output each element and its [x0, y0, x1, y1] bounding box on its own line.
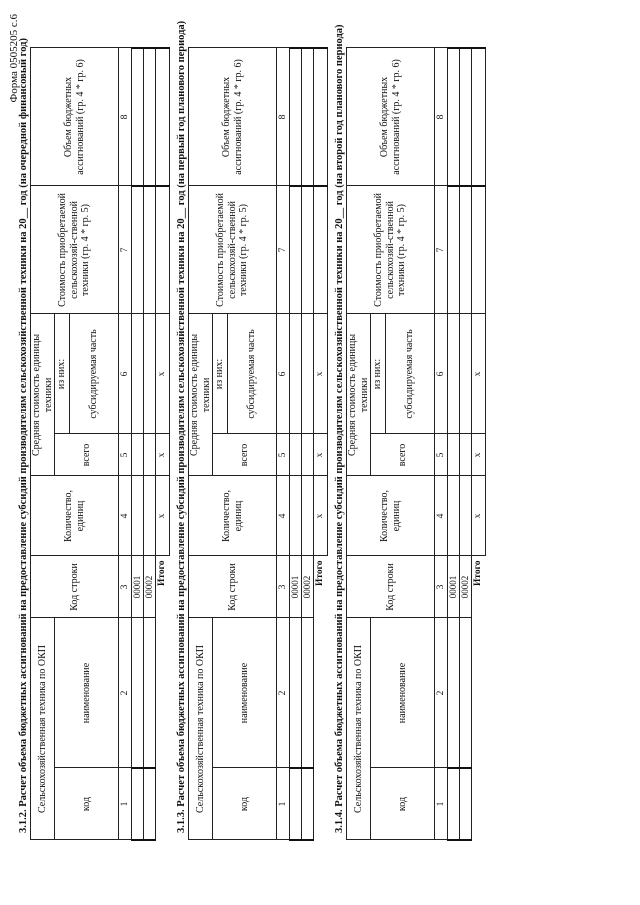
cell-sub[interactable]	[448, 314, 460, 434]
volume-header: Объем бюджетных ассигнований (гр. 4 * гр. 6)	[31, 48, 119, 186]
total-sub: x	[156, 314, 170, 434]
column-number: 8	[435, 48, 448, 186]
avg-cost-total-header: всего	[55, 434, 119, 476]
total-qty: x	[156, 476, 170, 556]
section-title: 3.1.2. Расчет объема бюджетных ассигнований на предоставление субсидий производителям сельскохозяйственной техники на 20__ год (на очередной финансовый год)	[18, 38, 29, 833]
cost-header: Стоимость приобретаемой сельскохозяй-ственной техники (гр. 4 * гр. 5)	[347, 186, 435, 314]
column-number: 7	[277, 186, 290, 314]
subsidized-part-header: субсидируемая часть	[70, 314, 119, 434]
cell-qty[interactable]	[302, 476, 314, 556]
total-label: Итого	[473, 560, 484, 586]
cell-cost[interactable]	[132, 186, 144, 314]
column-number: 7	[119, 186, 132, 314]
total-label: Итого	[315, 560, 326, 586]
okp-group-header: Сельскохозяйственная техника по ОКП	[189, 618, 213, 840]
cost-header: Стоимость приобретаемой сельскохозяй-ственной техники (гр. 4 * гр. 5)	[31, 186, 119, 314]
column-number: 7	[435, 186, 448, 314]
calculation-table	[188, 47, 328, 841]
column-number: 5	[119, 434, 132, 476]
column-number: 5	[277, 434, 290, 476]
cell-row_code: 00002	[460, 556, 472, 618]
column-number: 4	[277, 476, 290, 556]
volume-header: Объем бюджетных ассигнований (гр. 4 * гр. 6)	[189, 48, 277, 186]
column-number: 1	[435, 768, 448, 840]
cell-vol[interactable]	[290, 48, 302, 186]
cell-qty[interactable]	[132, 476, 144, 556]
section-title: 3.1.4. Расчет объема бюджетных ассигнований на предоставление субсидий производителям сельскохозяйственной техники на 20__ год (на второй год планового периода)	[334, 24, 345, 833]
cell-cost[interactable]	[302, 186, 314, 314]
column-number: 1	[119, 768, 132, 840]
cell-total[interactable]	[460, 434, 472, 476]
name-header: наименование	[371, 618, 435, 768]
total-qty: x	[314, 476, 328, 556]
cell-vol[interactable]	[448, 48, 460, 186]
calculation-table	[30, 47, 170, 841]
cell-qty[interactable]	[460, 476, 472, 556]
cell-code[interactable]	[290, 768, 302, 840]
table-row	[290, 48, 302, 840]
table-row	[144, 48, 156, 840]
code-header: код	[55, 768, 119, 840]
column-number: 3	[277, 556, 290, 618]
total-row	[472, 48, 486, 840]
cell-row_code: 00002	[302, 556, 314, 618]
cell-total[interactable]	[448, 434, 460, 476]
cell-total[interactable]	[132, 434, 144, 476]
calculation-table	[346, 47, 486, 841]
cell-cost[interactable]	[460, 186, 472, 314]
row-code-header: Код строки	[189, 556, 277, 618]
okp-group-header: Сельскохозяйственная техника по ОКП	[347, 618, 371, 840]
column-number: 4	[119, 476, 132, 556]
column-number: 1	[277, 768, 290, 840]
total-sub: x	[314, 314, 328, 434]
row-code-header: Код строки	[347, 556, 435, 618]
column-number: 2	[277, 618, 290, 768]
cell-name[interactable]	[460, 618, 472, 768]
table-row	[302, 48, 314, 840]
cell-row_code: 00002	[144, 556, 156, 618]
table-row	[448, 48, 460, 840]
column-number: 6	[435, 314, 448, 434]
name-header: наименование	[213, 618, 277, 768]
total-cost[interactable]	[314, 186, 328, 314]
column-number: 4	[435, 476, 448, 556]
cell-code[interactable]	[144, 768, 156, 840]
total-row	[314, 48, 328, 840]
volume-header: Объем бюджетных ассигнований (гр. 4 * гр. 6)	[347, 48, 435, 186]
cell-row_code: 00001	[448, 556, 460, 618]
cell-code[interactable]	[302, 768, 314, 840]
of-them-header: из них:	[371, 314, 386, 434]
total-avg: x	[314, 434, 328, 476]
cell-vol[interactable]	[302, 48, 314, 186]
cell-cost[interactable]	[448, 186, 460, 314]
column-number: 6	[277, 314, 290, 434]
total-volume[interactable]	[472, 48, 486, 186]
cell-code[interactable]	[460, 768, 472, 840]
cell-cost[interactable]	[144, 186, 156, 314]
cell-code[interactable]	[448, 768, 460, 840]
column-number: 8	[119, 48, 132, 186]
total-cost[interactable]	[472, 186, 486, 314]
cost-header: Стоимость приобретаемой сельскохозяй-ственной техники (гр. 4 * гр. 5)	[189, 186, 277, 314]
avg-cost-total-header: всего	[371, 434, 435, 476]
okp-group-header: Сельскохозяйственная техника по ОКП	[31, 618, 55, 840]
form-code: Форма 0505205 с.6	[8, 14, 20, 103]
avg-cost-header: Средняя стоимость единицы техники	[31, 314, 55, 476]
cell-name[interactable]	[290, 618, 302, 768]
table-row	[132, 48, 144, 840]
cell-total[interactable]	[302, 434, 314, 476]
total-avg: x	[156, 434, 170, 476]
cell-sub[interactable]	[132, 314, 144, 434]
total-sub: x	[472, 314, 486, 434]
cell-total[interactable]	[144, 434, 156, 476]
avg-cost-header: Средняя стоимость единицы техники	[189, 314, 213, 476]
total-row	[156, 48, 170, 840]
code-header: код	[213, 768, 277, 840]
subsidized-part-header: субсидируемая часть	[386, 314, 435, 434]
cell-name[interactable]	[302, 618, 314, 768]
cell-row_code: 00001	[290, 556, 302, 618]
cell-vol[interactable]	[144, 48, 156, 186]
column-number: 5	[435, 434, 448, 476]
of-them-header: из них:	[213, 314, 228, 434]
table-row	[460, 48, 472, 840]
cell-sub[interactable]	[144, 314, 156, 434]
subsidized-part-header: субсидируемая часть	[228, 314, 277, 434]
section-title: 3.1.3. Расчет объема бюджетных ассигнований на предоставление субсидий производителям сельскохозяйственной техники на 20__ год (на первый год планового периода)	[176, 20, 187, 833]
total-qty: x	[472, 476, 486, 556]
cell-qty[interactable]	[448, 476, 460, 556]
cell-total[interactable]	[290, 434, 302, 476]
cell-name[interactable]	[132, 618, 144, 768]
quantity-header: Количество, единиц	[347, 476, 435, 556]
cell-cost[interactable]	[290, 186, 302, 314]
cell-qty[interactable]	[144, 476, 156, 556]
cell-vol[interactable]	[460, 48, 472, 186]
cell-row_code: 00001	[132, 556, 144, 618]
avg-cost-total-header: всего	[213, 434, 277, 476]
total-cost[interactable]	[156, 186, 170, 314]
cell-sub[interactable]	[460, 314, 472, 434]
row-code-header: Код строки	[31, 556, 119, 618]
quantity-header: Количество, единиц	[31, 476, 119, 556]
cell-vol[interactable]	[132, 48, 144, 186]
quantity-header: Количество, единиц	[189, 476, 277, 556]
of-them-header: из них:	[55, 314, 70, 434]
column-number: 6	[119, 314, 132, 434]
total-avg: x	[472, 434, 486, 476]
total-label: Итого	[157, 560, 168, 586]
column-number: 3	[435, 556, 448, 618]
cell-sub[interactable]	[290, 314, 302, 434]
column-number: 8	[277, 48, 290, 186]
cell-code[interactable]	[132, 768, 144, 840]
avg-cost-header: Средняя стоимость единицы техники	[347, 314, 371, 476]
name-header: наименование	[55, 618, 119, 768]
cell-name[interactable]	[448, 618, 460, 768]
cell-qty[interactable]	[290, 476, 302, 556]
cell-name[interactable]	[144, 618, 156, 768]
column-number: 2	[435, 618, 448, 768]
total-volume[interactable]	[314, 48, 328, 186]
cell-sub[interactable]	[302, 314, 314, 434]
column-number: 2	[119, 618, 132, 768]
column-number: 3	[119, 556, 132, 618]
total-volume[interactable]	[156, 48, 170, 186]
code-header: код	[371, 768, 435, 840]
